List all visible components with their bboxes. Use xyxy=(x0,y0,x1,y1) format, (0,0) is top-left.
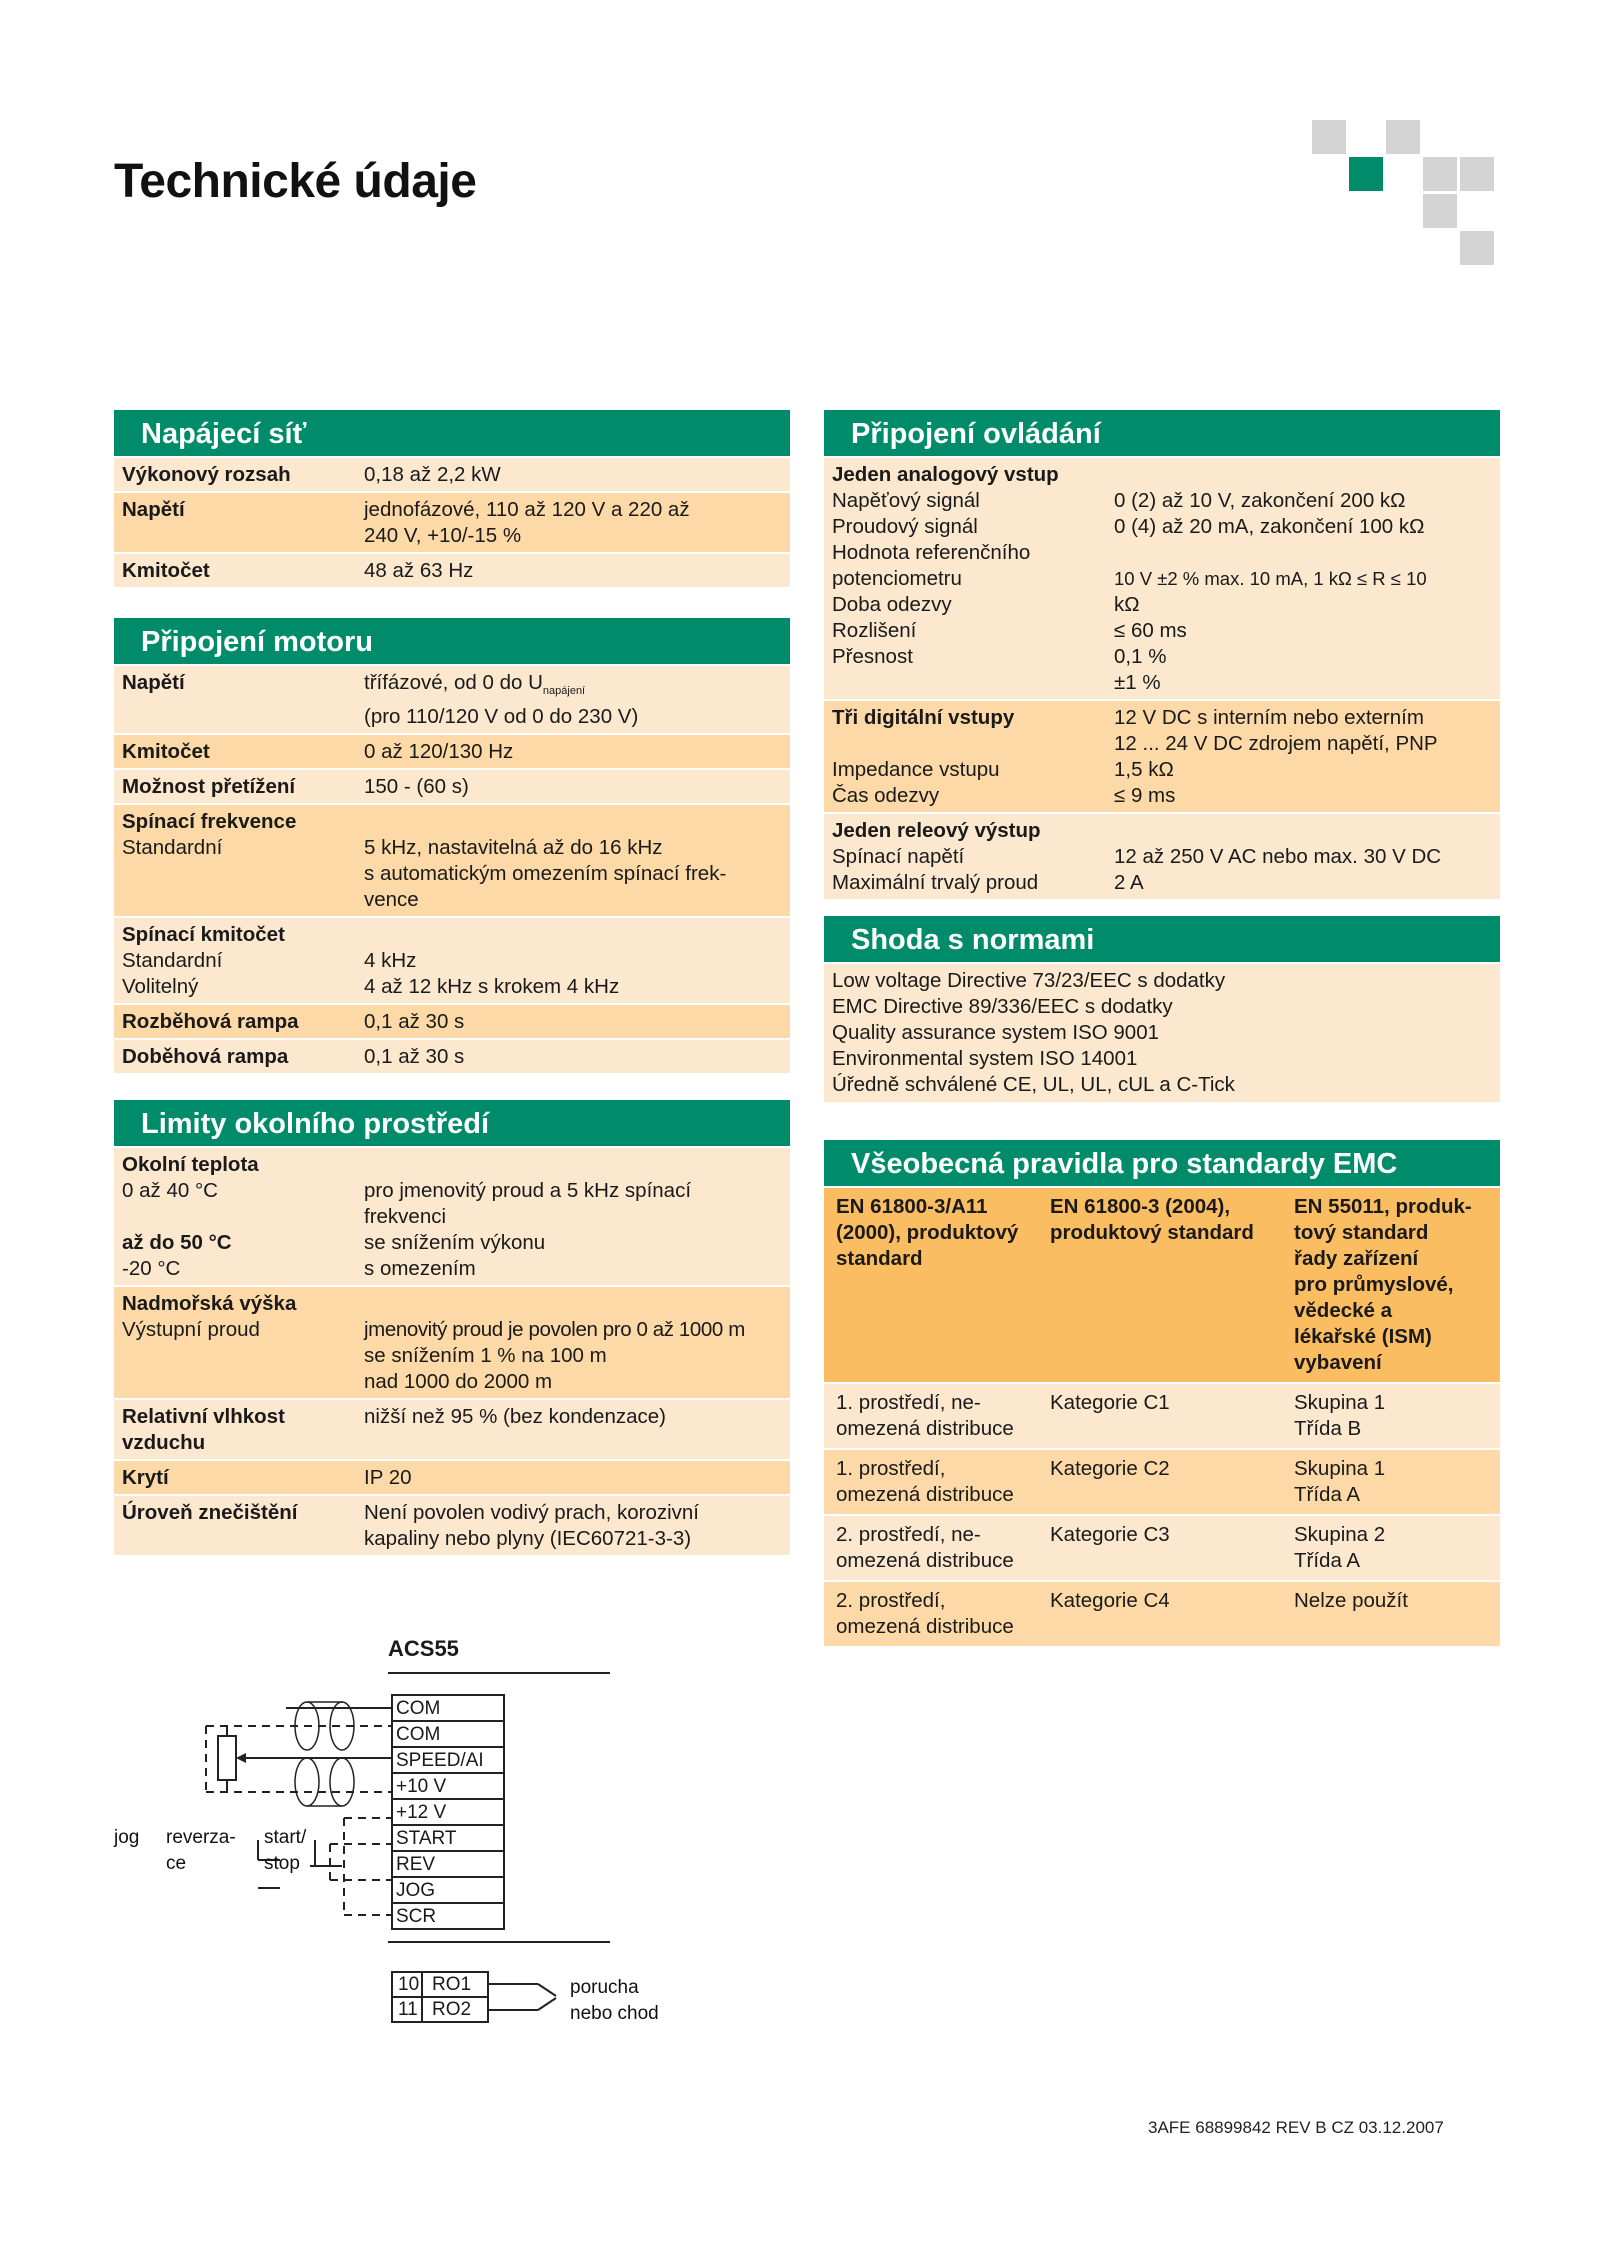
terminal-com: COM xyxy=(392,1722,504,1748)
relay-terminal-number: 10 xyxy=(398,1974,420,1995)
row-sublabel: až do 50 °C xyxy=(122,1231,232,1254)
row-sublabel: Přesnost xyxy=(832,645,913,668)
row-sublabel: potenciometru xyxy=(832,567,962,590)
emc-col-header-line: EN 61800-3/A11 xyxy=(836,1195,988,1218)
row-label: Jeden releový výstup xyxy=(832,819,1041,842)
row-sublabel: -20 °C xyxy=(122,1257,181,1280)
terminal-speed: SPEED/AI xyxy=(392,1748,504,1774)
environment-section xyxy=(114,1100,790,1557)
row-value: pro jmenovitý proud a 5 kHz spínací xyxy=(364,1179,692,1202)
emc-cell xyxy=(1282,1384,1500,1450)
row-value: 0,18 až 2,2 kW xyxy=(364,463,501,486)
emc-cell xyxy=(1038,1516,1282,1582)
row-sublabel: Rozlišení xyxy=(832,619,917,642)
row-label: Spínací kmitočet xyxy=(122,923,285,947)
norm-item: Úředně schválené CE, UL, UL, cUL a C-Tick xyxy=(832,1073,1235,1096)
row-value: se snížením výkonu xyxy=(364,1231,546,1254)
relay-terminal-name: RO2 xyxy=(432,1999,472,2020)
row-label: Kmitočet xyxy=(122,740,210,764)
row-value: jednofázové, 110 až 120 V a 220 až xyxy=(364,498,690,521)
row-label: Kmitočet xyxy=(122,559,210,582)
table-row xyxy=(114,493,790,554)
terminal-start: START xyxy=(392,1826,504,1852)
row-sublabel: Výstupní proud xyxy=(122,1318,260,1341)
table-row xyxy=(114,770,790,805)
row-value: nižší než 95 % (bez kondenzace) xyxy=(364,1405,666,1428)
relay-label: nebo chod xyxy=(570,2003,659,2024)
terminal-10v: +10 V xyxy=(392,1774,504,1800)
emc-cell-text: 2. prostředí, ne- xyxy=(836,1523,981,1546)
row-value: frekvenci xyxy=(364,1205,447,1228)
emc-col-header-line: řady zařízení xyxy=(1294,1247,1419,1270)
row-value: 12 až 250 V AC nebo max. 30 V DC xyxy=(1114,845,1442,868)
page-title: Technické údaje xyxy=(114,155,477,208)
table-row xyxy=(114,918,790,1005)
emc-cell-text: omezená distribuce xyxy=(836,1483,1014,1506)
row-label: Tři digitální vstupy xyxy=(832,706,1015,729)
logo-square xyxy=(1423,157,1457,191)
emc-cell xyxy=(824,1450,1038,1516)
norm-item: Low voltage Directive 73/23/EEC s dodatky xyxy=(832,969,1226,992)
table-row xyxy=(114,666,790,735)
diagram-title: ACS55 xyxy=(388,1636,459,1661)
relay-label: porucha xyxy=(570,1977,639,1998)
emc-cell-text: omezená distribuce xyxy=(836,1549,1014,1572)
emc-col-header-line: EN 55011, produk- xyxy=(1294,1195,1472,1218)
table-row xyxy=(114,1400,790,1461)
norms-section xyxy=(824,916,1500,1102)
row-label: Spínací frekvence xyxy=(122,810,297,834)
logo-square xyxy=(1460,231,1494,265)
control-header: Připojení ovládání xyxy=(824,410,1500,456)
emc-table xyxy=(824,1186,1500,1648)
table-row xyxy=(114,735,790,770)
row-label: Napětí xyxy=(122,498,185,521)
emc-cell-text: Kategorie C2 xyxy=(1050,1457,1170,1480)
control-section xyxy=(824,410,1500,901)
row-value: 4 kHz xyxy=(364,949,417,973)
row-label: Úroveň znečištění xyxy=(122,1501,298,1524)
emc-section xyxy=(824,1140,1500,1648)
emc-cell-text: Třída B xyxy=(1294,1417,1362,1440)
row-sublabel xyxy=(832,731,1114,757)
row-value: třífázové, od 0 do U xyxy=(364,671,543,694)
logo-square-accent xyxy=(1349,157,1383,191)
row-sublabel: Standardní xyxy=(122,949,223,973)
emc-header: Všeobecná pravidla pro standardy EMC xyxy=(824,1140,1500,1186)
emc-cell-text: Skupina 1 xyxy=(1294,1457,1386,1480)
terminal-12v: +12 V xyxy=(392,1800,504,1826)
row-label: vzduchu xyxy=(122,1431,206,1454)
start-stop-label: start/ xyxy=(264,1827,307,1848)
emc-cell-text: Nelze použít xyxy=(1294,1589,1408,1612)
logo-square xyxy=(1460,157,1494,191)
row-label: Krytí xyxy=(122,1466,169,1489)
row-sublabel: Spínací napětí xyxy=(832,845,965,868)
emc-cell-text: Skupina 2 xyxy=(1294,1523,1386,1546)
row-value: 240 V, +10/-15 % xyxy=(364,524,522,547)
row-value: 0 (4) až 20 mA, zakončení 100 kΩ xyxy=(1114,515,1425,538)
row-value: se snížením 1 % na 100 m xyxy=(364,1344,607,1367)
emc-col-header-line: pro průmyslové, xyxy=(1294,1273,1454,1296)
row-sublabel: Volitelný xyxy=(122,975,199,999)
relay-terminal-number: 11 xyxy=(398,1999,418,2020)
emc-cell-text: Skupina 1 xyxy=(1294,1391,1386,1414)
emc-cell xyxy=(1038,1384,1282,1450)
row-sublabel: Doba odezvy xyxy=(832,593,952,616)
terminal-rev: REV xyxy=(392,1852,504,1878)
reverse-label: ce xyxy=(166,1853,187,1874)
emc-cell-text: Třída A xyxy=(1294,1483,1361,1506)
table-row xyxy=(824,701,1500,814)
emc-cell xyxy=(1282,1516,1500,1582)
row-value: 0,1 až 30 s xyxy=(364,1045,465,1069)
environment-header: Limity okolního prostředí xyxy=(114,1100,790,1146)
row-sublabel: Napěťový signál xyxy=(832,489,980,512)
row-value: kapaliny nebo plyny (IEC60721-3-3) xyxy=(364,1527,692,1550)
logo-square xyxy=(1312,120,1346,154)
jog-label: jog xyxy=(114,1827,140,1848)
row-value: 12 ... 24 V DC zdrojem napětí, PNP xyxy=(1114,732,1438,755)
supply-section xyxy=(114,410,790,589)
row-value: 5 kHz, nastavitelná až do 16 kHz xyxy=(364,836,663,860)
row-label: Okolní teplota xyxy=(122,1153,259,1176)
row-value: 10 V ±2 % max. 10 mA, 1 kΩ ≤ R ≤ 10 xyxy=(1114,568,1427,589)
emc-col-header xyxy=(1038,1188,1282,1384)
emc-cell xyxy=(824,1516,1038,1582)
emc-col-header xyxy=(1282,1188,1500,1384)
row-sublabel: Maximální trvalý proud xyxy=(832,871,1039,894)
emc-cell-text: Kategorie C1 xyxy=(1050,1391,1170,1414)
logo-square xyxy=(1386,120,1420,154)
row-value: vence xyxy=(364,888,419,912)
row-value: nad 1000 do 2000 m xyxy=(364,1370,553,1393)
table-row xyxy=(114,1287,790,1400)
row-value: 0,1 až 30 s xyxy=(364,1010,465,1034)
norm-item: Quality assurance system ISO 9001 xyxy=(832,1021,1160,1044)
table-row xyxy=(824,458,1500,701)
row-value: (pro 110/120 V od 0 do 230 V) xyxy=(364,705,639,729)
row-value: 0 (2) až 10 V, zakončení 200 kΩ xyxy=(1114,489,1406,512)
supply-header: Napájecí síť xyxy=(114,410,790,456)
reverse-label: reverza- xyxy=(166,1827,236,1848)
row-value-subscript: napájení xyxy=(542,685,586,698)
row-value: 1,5 kΩ xyxy=(1114,758,1174,781)
row-label: Jeden analogový vstup xyxy=(832,463,1059,486)
row-label: Nadmořská výška xyxy=(122,1292,297,1315)
emc-cell-text: omezená distribuce xyxy=(836,1615,1014,1638)
row-value: ≤ 60 ms xyxy=(1114,619,1187,642)
row-value: IP 20 xyxy=(364,1466,412,1489)
emc-cell-text xyxy=(1294,1614,1496,1640)
row-value: ≤ 9 ms xyxy=(1114,784,1176,807)
row-value: kΩ xyxy=(1114,593,1140,616)
relay-terminal-name: RO1 xyxy=(432,1974,472,1995)
emc-cell-text: 1. prostředí, ne- xyxy=(836,1391,981,1414)
row-label: Doběhová rampa xyxy=(122,1045,289,1069)
norm-item: EMC Directive 89/336/EEC s dodatky xyxy=(832,995,1173,1018)
terminal-scr: SCR xyxy=(396,1906,437,1927)
row-value: 12 V DC s interním nebo externím xyxy=(1114,706,1424,729)
emc-col-header-line: standard xyxy=(836,1247,923,1270)
row-value: 4 až 12 kHz s krokem 4 kHz xyxy=(364,975,620,999)
row-value: 150 - (60 s) xyxy=(364,775,469,799)
row-value: s automatickým omezením spínací frek- xyxy=(364,862,727,886)
emc-cell-text: omezená distribuce xyxy=(836,1417,1014,1440)
emc-col-header-line: vědecké a xyxy=(1294,1299,1393,1322)
terminal-jog: JOG xyxy=(392,1878,504,1904)
table-row xyxy=(114,554,790,589)
start-stop-label: stop xyxy=(264,1853,300,1874)
emc-cell xyxy=(824,1384,1038,1450)
emc-col-header-line: EN 61800-3 (2004), xyxy=(1050,1195,1231,1218)
emc-cell-text: 1. prostředí, xyxy=(836,1457,946,1480)
table-row xyxy=(114,1005,790,1040)
emc-cell xyxy=(824,1582,1038,1648)
table-row xyxy=(114,1496,790,1557)
motor-header: Připojení motoru xyxy=(114,618,790,664)
table-row xyxy=(114,458,790,493)
emc-cell-text: Kategorie C3 xyxy=(1050,1523,1170,1546)
emc-cell xyxy=(1282,1450,1500,1516)
emc-col-header-line: (2000), produktový xyxy=(836,1221,1019,1244)
row-sublabel: Hodnota referenčního xyxy=(832,541,1031,564)
row-sublabel: 0 až 40 °C xyxy=(122,1179,218,1202)
row-value: Není povolen vodivý prach, korozivní xyxy=(364,1501,700,1524)
wiring-diagram xyxy=(110,1630,670,2050)
row-value: 2 A xyxy=(1114,871,1144,894)
row-sublabel: Čas odezvy xyxy=(832,784,940,807)
row-value: 0,1 % xyxy=(1114,645,1167,668)
row-label: Výkonový rozsah xyxy=(122,463,291,486)
row-value xyxy=(1114,540,1492,566)
emc-cell-text: 2. prostředí, xyxy=(836,1589,946,1612)
emc-cell xyxy=(1038,1582,1282,1648)
row-sublabel: Standardní xyxy=(122,836,223,860)
row-sublabel: Proudový signál xyxy=(832,515,978,538)
row-label: Napětí xyxy=(122,671,185,694)
row-value: s omezením xyxy=(364,1257,476,1280)
emc-col-header xyxy=(824,1188,1038,1384)
terminal-com: COM xyxy=(392,1696,504,1722)
emc-col-header-line: lékařské (ISM) xyxy=(1294,1325,1432,1348)
row-label: Rozběhová rampa xyxy=(122,1010,299,1034)
row-value: jmenovitý proud je povolen pro 0 až 1000 m xyxy=(364,1318,745,1341)
table-row xyxy=(114,1461,790,1496)
document-code: 3AFE 68899842 REV B CZ 03.12.2007 xyxy=(1148,2118,1444,2137)
table-row xyxy=(114,1148,790,1287)
emc-col-header-line: tový standard xyxy=(1294,1221,1429,1244)
emc-col-header-line: produktový standard xyxy=(1050,1221,1254,1244)
row-label: Relativní vlhkost xyxy=(122,1405,285,1428)
row-label: Možnost přetížení xyxy=(122,775,296,799)
norms-header: Shoda s normami xyxy=(824,916,1500,962)
table-row xyxy=(114,1040,790,1075)
row-value: 0 až 120/130 Hz xyxy=(364,740,514,764)
table-row xyxy=(114,805,790,918)
emc-cell xyxy=(1282,1582,1500,1648)
table-row xyxy=(824,814,1500,901)
emc-cell xyxy=(1038,1450,1282,1516)
row-value: ±1 % xyxy=(1114,671,1161,694)
row-value xyxy=(1114,818,1492,844)
row-value: 48 až 63 Hz xyxy=(364,559,474,582)
emc-cell-text: Kategorie C4 xyxy=(1050,1589,1170,1612)
norm-item: Environmental system ISO 14001 xyxy=(832,1047,1138,1070)
emc-cell-text: Třída A xyxy=(1294,1549,1361,1572)
emc-col-header-line: vybavení xyxy=(1294,1351,1382,1374)
logo-square xyxy=(1423,194,1457,228)
motor-section xyxy=(114,618,790,1075)
row-sublabel: Impedance vstupu xyxy=(832,758,1000,781)
